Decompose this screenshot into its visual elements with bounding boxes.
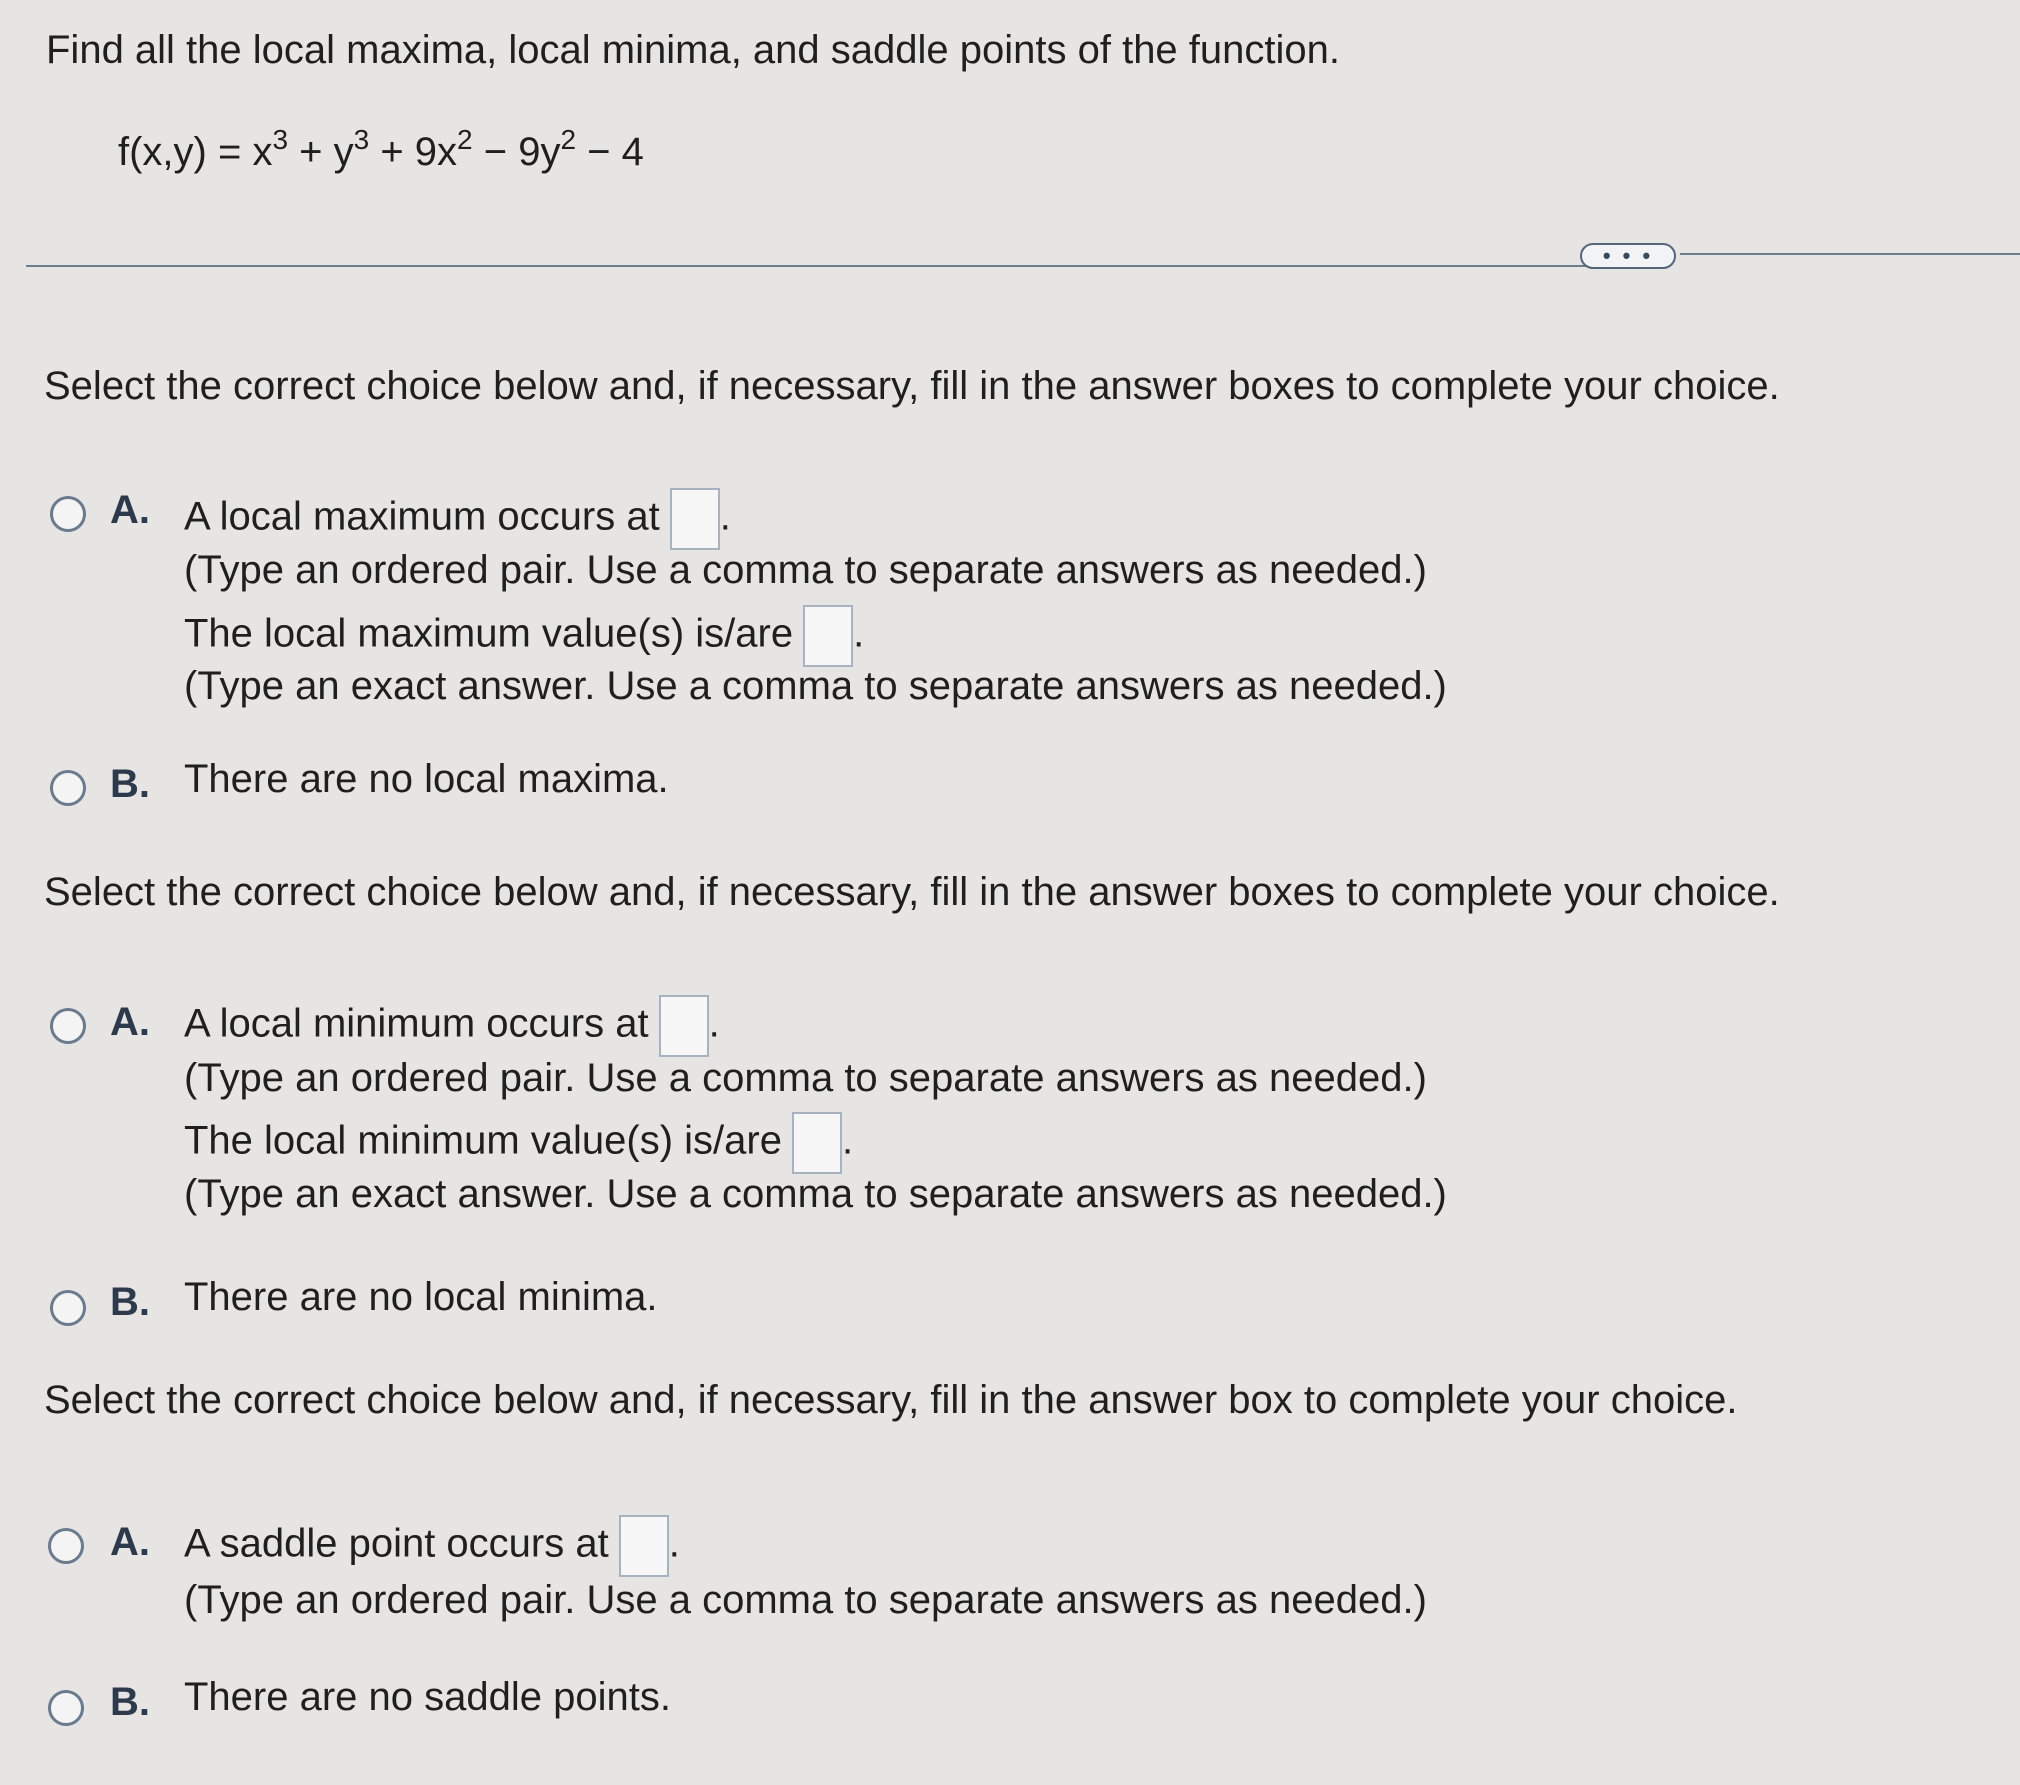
period: . <box>708 1001 720 1046</box>
function-term: − 4 <box>576 130 644 174</box>
radio-max-b[interactable] <box>50 770 86 806</box>
option-letter: B. <box>110 1280 150 1324</box>
hint-text: (Type an ordered pair. Use a comma to separate answers as needed.) <box>184 1056 1427 1100</box>
option-line <box>184 605 864 667</box>
option-text: There are no local minima. <box>184 1275 658 1319</box>
hint-text: (Type an exact answer. Use a comma to separate answers as needed.) <box>184 1172 1447 1216</box>
option-line <box>184 488 731 550</box>
function-lhs: f(x,y) = x <box>118 130 273 174</box>
exponent: 3 <box>353 124 370 155</box>
period: . <box>853 611 865 656</box>
option-letter: B. <box>110 762 150 806</box>
radio-min-a[interactable] <box>50 1008 86 1044</box>
option-text: A saddle point occurs at <box>184 1521 609 1566</box>
function-term: + y <box>288 130 354 174</box>
function-expression <box>118 124 644 175</box>
option-text: The local minimum value(s) is/are <box>184 1118 782 1163</box>
option-letter: B. <box>110 1680 150 1724</box>
option-letter: A. <box>110 488 150 532</box>
function-term: − 9y <box>472 130 561 174</box>
option-text: A local maximum occurs at <box>184 494 660 539</box>
period: . <box>668 1521 680 1566</box>
instruction-saddle: Select the correct choice below and, if necessary, fill in the answer box to complete your choice. <box>44 1378 1738 1422</box>
hint-text: (Type an ordered pair. Use a comma to separate answers as needed.) <box>184 1578 1427 1622</box>
section-divider-right <box>1680 253 2020 255</box>
period: . <box>841 1118 854 1163</box>
option-line <box>184 1515 680 1577</box>
option-text: There are no saddle points. <box>184 1675 671 1719</box>
option-text: There are no local maxima. <box>184 757 669 801</box>
option-letter: A. <box>110 1000 150 1044</box>
period: . <box>719 494 731 539</box>
option-line <box>184 995 720 1057</box>
answer-box-min-point[interactable] <box>659 995 709 1057</box>
exponent: 2 <box>457 124 473 155</box>
instruction-maxima: Select the correct choice below and, if necessary, fill in the answer boxes to complete your choice. <box>44 364 1780 408</box>
exponent: 2 <box>560 124 577 155</box>
section-divider <box>26 265 1586 267</box>
hint-text: (Type an ordered pair. Use a comma to separate answers as needed.) <box>184 548 1427 592</box>
radio-min-b[interactable] <box>50 1290 86 1326</box>
function-term: + 9x <box>369 130 458 174</box>
hint-text: (Type an exact answer. Use a comma to separate answers as needed.) <box>184 664 1447 708</box>
answer-box-max-value[interactable] <box>803 605 853 667</box>
instruction-minima: Select the correct choice below and, if necessary, fill in the answer boxes to complete your choice. <box>44 870 1780 914</box>
option-line <box>184 1112 853 1174</box>
option-letter: A. <box>110 1520 150 1564</box>
option-text: The local maximum value(s) is/are <box>184 611 794 656</box>
answer-box-saddle-point[interactable] <box>619 1515 669 1577</box>
more-options-button[interactable]: • • • <box>1580 243 1676 269</box>
question-text: Find all the local maxima, local minima, and saddle points of the function. <box>46 28 1341 72</box>
radio-saddle-a[interactable] <box>48 1528 84 1564</box>
answer-box-max-point[interactable] <box>670 488 720 550</box>
option-text: A local minimum occurs at <box>184 1001 649 1046</box>
answer-box-min-value[interactable] <box>792 1112 842 1174</box>
radio-saddle-b[interactable] <box>48 1690 84 1726</box>
exponent: 3 <box>272 124 289 155</box>
radio-max-a[interactable] <box>50 496 86 532</box>
